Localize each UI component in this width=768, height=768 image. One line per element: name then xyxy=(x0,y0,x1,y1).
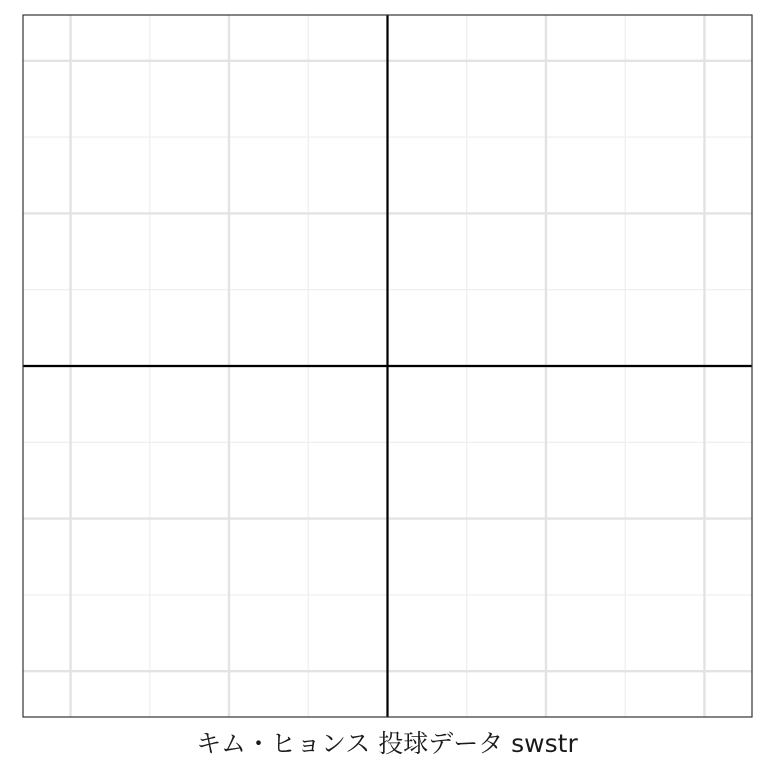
x-axis-title: キム・ヒョンス 投球データ swstr xyxy=(196,729,578,758)
